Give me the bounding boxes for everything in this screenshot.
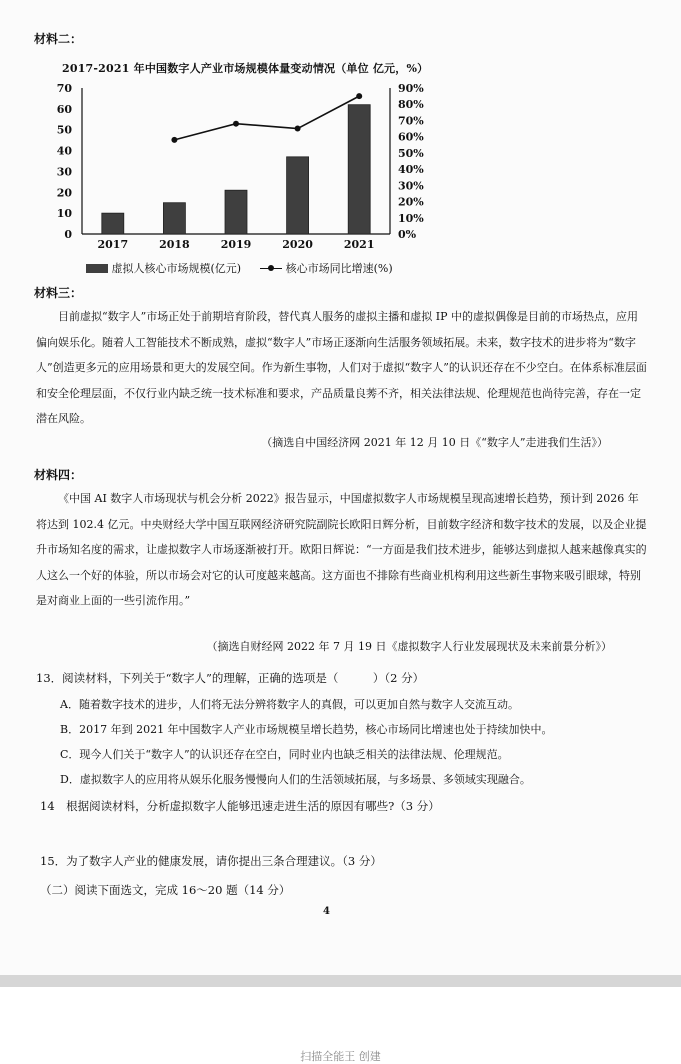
material4-source: （摘选自财经网 2022 年 7 月 19 日《虚拟数字人行业发展现状及未来前景分析》） — [206, 640, 612, 653]
legend-bar-label: 虚拟人核心市场规模(亿元) — [111, 262, 242, 275]
growth-point — [295, 126, 301, 132]
y-right-tick-label: 20% — [398, 195, 424, 209]
bar — [348, 105, 370, 234]
x-tick-label: 2021 — [343, 238, 375, 251]
x-tick-label: 2017 — [97, 238, 129, 251]
material3-source: （摘选自中国经济网 2021 年 12 月 10 日《“数字人”走进我们生活》） — [261, 436, 608, 449]
q13-option-c: C．现今人们关于“数字人”的认识还存在空白，同时业内也缺乏相关的法律法规、伦理规范。 — [60, 748, 509, 761]
bar — [225, 190, 247, 234]
y-right-tick-label: 10% — [398, 211, 424, 225]
bar — [163, 203, 185, 234]
bar — [287, 157, 309, 234]
growth-point — [233, 121, 239, 127]
q13-option-b: B．2017 年到 2021 年中国数字人产业市场规模呈增长趋势，核心市场同比增速也处于持续加快中。 — [60, 723, 553, 736]
q13-option-a: A．随着数字技术的进步，人们将无法分辨将数字人的真假，可以更加自然与数字人交流互动。 — [60, 698, 519, 711]
y-left-tick-label: 50 — [56, 123, 72, 137]
x-tick-label: 2018 — [159, 238, 190, 251]
y-right-tick-label: 40% — [398, 163, 424, 177]
y-left-tick-label: 10 — [56, 207, 72, 221]
question-15: 15．为了数字人产业的健康发展，请你提出三条合理建议。（3 分） — [40, 854, 382, 868]
question-13: 13．阅读材料，下列关于“数字人”的理解，正确的选项是（ ）（2 分） — [36, 671, 425, 685]
next-page-cut-text: 扫描全能王 创建 — [300, 1050, 381, 1063]
chart-legend — [86, 260, 393, 276]
y-left-tick-label: 20 — [56, 186, 72, 200]
y-left-tick-label: 30 — [56, 165, 72, 179]
y-left-tick-label: 70 — [56, 82, 72, 95]
x-tick-label: 2020 — [282, 238, 313, 251]
y-right-tick-label: 80% — [398, 98, 424, 112]
y-right-tick-label: 90% — [398, 82, 424, 95]
section-2-heading: （二）阅读下面选文，完成 16～20 题（14 分） — [40, 883, 291, 897]
growth-point — [171, 137, 177, 143]
y-right-tick-label: 0% — [398, 228, 417, 241]
material3-label: 材料三： — [34, 286, 83, 300]
y-left-tick-label: 60 — [56, 102, 72, 116]
material3-text: 目前虚拟“数字人”市场正处于前期培育阶段，替代真人服务的虚拟主播和虚拟 IP 中的虚拟偶像是目前的市场热点，应用偏向娱乐化。随着人工智能技术不断成熟，虚拟“数字人”市场正逐渐向生活服务领域拓展。未来，数字技术的进步将为“数字人”创造更多元的应用场景和更大的发展空间。作为新生事物，人们对于虚拟“数字人”的认识还存在不少空白。在体系标准层面和安全伦理层面，不仅行业内缺乏统一技术标准和要求，产品质量良莠不齐，相关法律法规、伦理规范也尚待完善，存在一定潜在风险。 — [36, 310, 647, 425]
material4-text: 《中国 AI 数字人市场现状与机会分析 2022》报告显示，中国虚拟数字人市场规模呈现高速增长趋势，预计到 2026 年将达到 102.4 亿元。中央财经大学中国互联网经济研究院副院长欧阳日辉分析，目前数字经济和数字技术的发展，以及企业提升市场知名度的需求，让虚拟数字人市场逐渐被打开。欧阳日辉说：“一方面是我们技术进步，能够达到虚拟人越来越像真实的人这么一个好的体验，所以市场会对它的认可度越来越高。这方面也不排除有些商业机构利用这些新生事物来吸引眼球，特别是对商业上面的一些引流作用。” — [36, 492, 647, 607]
y-right-tick-label: 70% — [398, 114, 424, 128]
chart-title: 2017-2021 年中国数字人产业市场规模体量变动情况（单位 亿元，%） — [62, 62, 429, 75]
y-left-tick-label: 0 — [64, 228, 72, 241]
y-right-tick-label: 30% — [398, 179, 424, 193]
legend-line-label: 核心市场同比增速(%) — [285, 262, 393, 275]
chart — [30, 78, 450, 278]
q13-option-d: D．虚拟数字人的应用将从娱乐化服务慢慢向人们的生活领域拓展，与多场景、多领域实现融合。 — [60, 773, 531, 786]
page-number: 4 — [323, 906, 330, 917]
question-14: 14 根据阅读材料，分析虚拟数字人能够迅速走进生活的原因有哪些?（3 分） — [40, 799, 440, 813]
material4-label: 材料四： — [34, 468, 83, 482]
growth-point — [356, 93, 362, 99]
y-right-tick-label: 50% — [398, 146, 424, 160]
growth-line — [174, 96, 359, 140]
bar — [102, 213, 124, 234]
y-right-tick-label: 60% — [398, 130, 424, 144]
y-left-tick-label: 40 — [56, 144, 72, 158]
x-tick-label: 2019 — [220, 238, 252, 251]
legend-line-swatch — [260, 264, 282, 273]
legend-bar-swatch — [86, 264, 108, 273]
material2-label: 材料二： — [34, 32, 83, 46]
page-separator — [0, 975, 681, 987]
